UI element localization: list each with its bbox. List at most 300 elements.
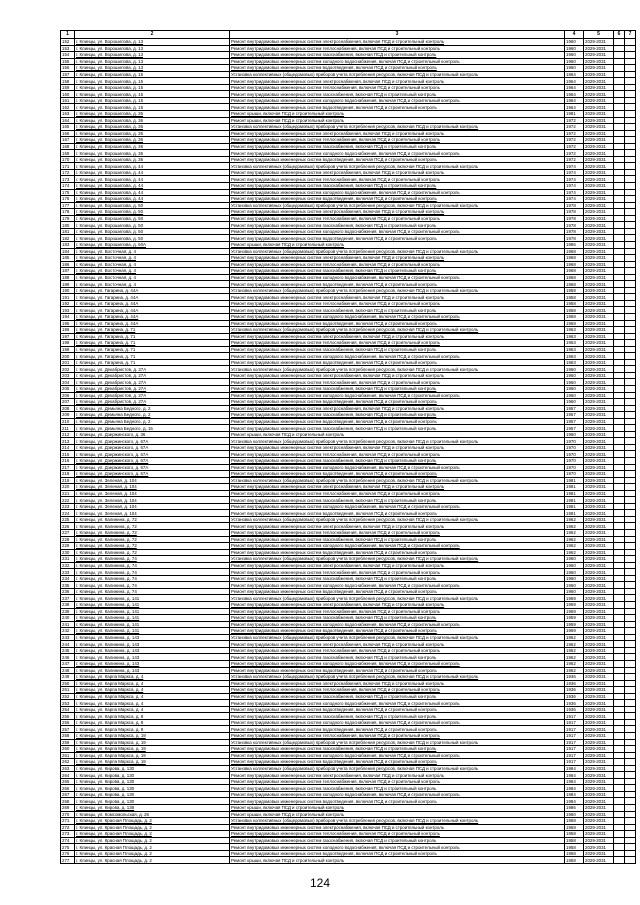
- year-cell: 1964: [565, 71, 584, 78]
- row-number-cell: 204: [61, 379, 75, 386]
- row-number-cell: 263: [61, 765, 75, 772]
- year-cell: 1957: [565, 412, 584, 419]
- period-cell: 2029-2031: [584, 700, 614, 707]
- year-cell: 1962: [565, 654, 584, 661]
- row-number-cell: 191: [61, 294, 75, 301]
- year-cell: 1978: [565, 202, 584, 209]
- work-type-cell: Ремонт внутридомовых инженерных систем водоотведения, включая ПСД и строительный контроль: [230, 667, 565, 674]
- row-number-cell: 184: [61, 248, 75, 255]
- row-number-cell: 197: [61, 333, 75, 340]
- period-cell: 2029-2031: [584, 255, 614, 262]
- year-cell: 1960: [565, 582, 584, 589]
- year-cell: 1962: [565, 543, 584, 550]
- period-cell: 2029-2031: [584, 222, 614, 229]
- year-cell: 1960: [565, 556, 584, 563]
- year-cell: 1917: [565, 739, 584, 746]
- row-number-cell: 258: [61, 732, 75, 739]
- address-cell: г. Клинцы, ул. Красная Площадь, д. 2: [75, 844, 230, 851]
- address-cell: г. Клинцы, ул. Кирова, д. 130: [75, 798, 230, 805]
- period-cell: 2029-2031: [584, 746, 614, 753]
- year-cell: 1970: [565, 471, 584, 478]
- work-type-cell: Ремонт внутридомовых инженерных систем холодного водоснабжения, включая ПСД и строительный контроль: [230, 621, 565, 628]
- work-type-cell: Ремонт крыши, включая ПСД и строительный контроль: [230, 857, 565, 864]
- period-cell: 2029-2031: [584, 307, 614, 314]
- year-cell: 1960: [565, 431, 584, 438]
- address-cell: г. Клинцы, ул. Калинина, д. 143: [75, 647, 230, 654]
- address-cell: г. Клинцы, ул. Ворошилова, д. 36: [75, 117, 230, 124]
- address-cell: г. Клинцы, ул. Декабристов, д. 27А: [75, 392, 230, 399]
- work-type-cell: Ремонт внутридомовых инженерных систем электроснабжения, включая ПСД и строительный контроль: [230, 405, 565, 412]
- period-cell: 2029-2031: [584, 765, 614, 772]
- address-cell: г. Клинцы, ул. Гагарина, д. 71: [75, 333, 230, 340]
- address-cell: г. Клинцы, ул. Демьяна Бедного, д. 2: [75, 418, 230, 425]
- work-type-cell: Ремонт внутридомовых инженерных систем теплоснабжения, включая ПСД и строительный контроль: [230, 647, 565, 654]
- row-number-cell: 195: [61, 320, 75, 327]
- address-cell: г. Клинцы, ул. Карла Маркса, д. 4: [75, 700, 230, 707]
- address-cell: г. Клинцы, ул. Ворошилова, д. 36: [75, 124, 230, 131]
- period-cell: 2029-2031: [584, 418, 614, 425]
- address-cell: г. Клинцы, ул. Ворошилова, д. 36: [75, 156, 230, 163]
- year-cell: 1974: [565, 169, 584, 176]
- address-cell: г. Клинцы, ул. Ворошилова, д. 50: [75, 228, 230, 235]
- address-cell: г. Клинцы, ул. Ворошилова, д. 44: [75, 189, 230, 196]
- work-type-cell: Ремонт внутридомовых инженерных систем теплоснабжения, включая ПСД и строительный контроль: [230, 261, 565, 268]
- row-number-cell: 231: [61, 556, 75, 563]
- address-cell: г. Клинцы, ул. Ворошилова, д. 13: [75, 65, 230, 72]
- address-cell: г. Клинцы, ул. Ворошилова, д. 44: [75, 196, 230, 203]
- work-type-cell: Ремонт внутридомовых инженерных систем холодного водоснабжения, включая ПСД и строительный контроль: [230, 353, 565, 360]
- work-type-cell: Ремонт внутридомовых инженерных систем холодного водоснабжения, включая ПСД и строительный контроль: [230, 719, 565, 726]
- row-number-cell: 253: [61, 700, 75, 707]
- period-cell: 2029-2031: [584, 176, 614, 183]
- row-number-cell: 154: [61, 52, 75, 59]
- address-cell: г. Клинцы, ул. Зеленая, д. 104: [75, 490, 230, 497]
- address-cell: г. Клинцы, ул. Декабристов, д. 27А: [75, 399, 230, 406]
- table-row: [61, 857, 636, 864]
- year-cell: 1960: [565, 379, 584, 386]
- address-cell: г. Клинцы, ул. Зеленая, д. 104: [75, 484, 230, 491]
- work-type-cell: Ремонт внутридомовых инженерных систем теплоснабжения, включая ПСД и строительный контроль: [230, 300, 565, 307]
- work-type-cell: Ремонт внутридомовых инженерных систем водоотведения, включая ПСД и строительный контроль: [230, 471, 565, 478]
- row-number-cell: 237: [61, 595, 75, 602]
- row-number-cell: 196: [61, 327, 75, 334]
- year-cell: 1917: [565, 732, 584, 739]
- row-number-cell: 170: [61, 156, 75, 163]
- year-cell: 1964: [565, 104, 584, 111]
- year-cell: 1959: [565, 608, 584, 615]
- year-cell: 1958: [565, 307, 584, 314]
- period-cell: 2029-2031: [584, 602, 614, 609]
- year-cell: 1978: [565, 222, 584, 229]
- year-cell: 1970: [565, 464, 584, 471]
- year-cell: 1960: [565, 58, 584, 65]
- period-cell: 2029-2031: [584, 608, 614, 615]
- address-cell: г. Клинцы, ул. Ворошилова, д. 15: [75, 84, 230, 91]
- year-cell: 1959: [565, 628, 584, 635]
- address-cell: г. Клинцы, ул. Калинина, д. 141: [75, 621, 230, 628]
- year-cell: 1972: [565, 150, 584, 157]
- period-cell: 2029-2031: [584, 831, 614, 838]
- work-type-cell: Ремонт внутридомовых инженерных систем газоснабжения, включая ПСД и строительный контроль: [230, 183, 565, 190]
- year-cell: 1959: [565, 602, 584, 609]
- address-cell: г. Клинцы, ул. Декабристов, д. 27А: [75, 385, 230, 392]
- row-number-cell: 155: [61, 58, 75, 65]
- year-cell: 1960: [565, 39, 584, 46]
- year-cell: 1936: [565, 706, 584, 713]
- address-cell: г. Клинцы, ул. Гагарина, д. 44А: [75, 313, 230, 320]
- period-cell: 2029-2031: [584, 595, 614, 602]
- year-cell: 1962: [565, 536, 584, 543]
- row-number-cell: 164: [61, 117, 75, 124]
- address-cell: г. Клинцы, ул. Калинина, д. 143: [75, 667, 230, 674]
- address-cell: г. Клинцы, ул. Восточная, д. 4: [75, 268, 230, 275]
- period-cell: 2029-2031: [584, 530, 614, 537]
- period-cell: 2029-2031: [584, 39, 614, 46]
- address-cell: г. Клинцы, ул. Демьяна Бедного, д. 2: [75, 405, 230, 412]
- row-number-cell: 227: [61, 530, 75, 537]
- year-cell: 1960: [565, 399, 584, 406]
- row-number-cell: 203: [61, 372, 75, 379]
- row-number-cell: 156: [61, 65, 75, 72]
- period-cell: 2029-2031: [584, 772, 614, 779]
- period-cell: 2029-2031: [584, 117, 614, 124]
- year-cell: 1964: [565, 91, 584, 98]
- row-number-cell: 161: [61, 97, 75, 104]
- address-cell: г. Клинцы, ул. Ворошилова, д. 15: [75, 71, 230, 78]
- row-number-cell: 256: [61, 719, 75, 726]
- period-cell: 2029-2031: [584, 759, 614, 766]
- period-cell: 2029-2031: [584, 313, 614, 320]
- work-type-cell: Ремонт внутридомовых инженерных систем газоснабжения, включая ПСД и строительный контроль: [230, 385, 565, 392]
- period-cell: 2029-2031: [584, 503, 614, 510]
- year-cell: 1981: [565, 490, 584, 497]
- work-type-cell: Ремонт внутридомовых инженерных систем водоотведения, включая ПСД и строительный контроль: [230, 65, 565, 72]
- work-type-cell: Ремонт внутридомовых инженерных систем газоснабжения, включая ПСД и строительный контроль: [230, 746, 565, 753]
- period-cell: 2029-2031: [584, 228, 614, 235]
- period-cell: 2029-2031: [584, 91, 614, 98]
- row-number-cell: 152: [61, 39, 75, 46]
- address-cell: г. Клинцы, ул. Дзержинского, д. 67А: [75, 451, 230, 458]
- work-type-cell: Ремонт внутридомовых инженерных систем теплоснабжения, включая ПСД и строительный контроль: [230, 137, 565, 144]
- period-cell: 2029-2031: [584, 778, 614, 785]
- row-number-cell: 232: [61, 562, 75, 569]
- register-table: [60, 30, 636, 864]
- row-number-cell: 180: [61, 222, 75, 229]
- period-cell: 2029-2031: [584, 582, 614, 589]
- period-cell: 2029-2031: [584, 248, 614, 255]
- work-type-cell: Ремонт внутридомовых инженерных систем электроснабжения, включая ПСД и строительный контроль: [230, 641, 565, 648]
- row-number-cell: 181: [61, 228, 75, 235]
- address-cell: г. Клинцы, ул. Калинина, д. 74: [75, 562, 230, 569]
- period-cell: 2029-2031: [584, 183, 614, 190]
- row-number-cell: 169: [61, 150, 75, 157]
- period-cell: 2029-2031: [584, 713, 614, 720]
- row-number-cell: 268: [61, 798, 75, 805]
- address-cell: г. Клинцы, ул. Карла Маркса, д. 4: [75, 674, 230, 681]
- row-number-cell: 207: [61, 399, 75, 406]
- work-type-cell: Ремонт внутридомовых инженерных систем газоснабжения, включая ПСД и строительный контроль: [230, 615, 565, 622]
- address-cell: г. Клинцы, ул. Ворошилова, д. 13: [75, 45, 230, 52]
- header-cell: 6: [614, 31, 625, 39]
- period-cell: 2029-2031: [584, 628, 614, 635]
- row-number-cell: 186: [61, 261, 75, 268]
- address-cell: г. Клинцы, ул. Восточная, д. 4: [75, 255, 230, 262]
- address-cell: г. Клинцы, ул. Красная Площадь, д. 2: [75, 824, 230, 831]
- period-cell: 2029-2031: [584, 327, 614, 334]
- row-number-cell: 246: [61, 654, 75, 661]
- row-number-cell: 235: [61, 582, 75, 589]
- row-number-cell: 172: [61, 169, 75, 176]
- period-cell: 2029-2031: [584, 693, 614, 700]
- period-cell: 2029-2031: [584, 458, 614, 465]
- period-cell: 2029-2031: [584, 143, 614, 150]
- year-cell: 1960: [565, 52, 584, 59]
- period-cell: 2029-2031: [584, 281, 614, 288]
- work-type-cell: Ремонт внутридомовых инженерных систем теплоснабжения, включая ПСД и строительный контроль: [230, 84, 565, 91]
- work-type-cell: Ремонт внутридомовых инженерных систем газоснабжения, включая ПСД и строительный контроль: [230, 346, 565, 353]
- row-number-cell: 224: [61, 510, 75, 517]
- row-number-cell: 250: [61, 680, 75, 687]
- address-cell: г. Клинцы, ул. Гагарина, д. 44А: [75, 294, 230, 301]
- work-type-cell: Ремонт внутридомовых инженерных систем теплоснабжения, включая ПСД и строительный контроль: [230, 569, 565, 576]
- year-cell: 1964: [565, 78, 584, 85]
- period-cell: 2029-2031: [584, 706, 614, 713]
- year-cell: 1981: [565, 484, 584, 491]
- row-number-cell: 188: [61, 274, 75, 281]
- work-type-cell: Установка коллективных (общедомовых) приборов учета потребления ресурсов, включая ПСД и строительный контроль: [230, 765, 565, 772]
- work-type-cell: Ремонт внутридомовых инженерных систем водоотведения, включая ПСД и строительный контроль: [230, 320, 565, 327]
- year-cell: 1968: [565, 268, 584, 275]
- period-cell: 2029-2031: [584, 97, 614, 104]
- work-type-cell: Ремонт внутридомовых инженерных систем газоснабжения, включая ПСД и строительный контроль: [230, 785, 565, 792]
- period-cell: 2029-2031: [584, 444, 614, 451]
- address-cell: г. Клинцы, ул. Восточная, д. 4: [75, 248, 230, 255]
- row-number-cell: 225: [61, 516, 75, 523]
- address-cell: г. Клинцы, ул. Зеленая, д. 104: [75, 503, 230, 510]
- address-cell: г. Клинцы, ул. Кирова, д. 130: [75, 785, 230, 792]
- address-cell: г. Клинцы, ул. Ворошилова, д. 13: [75, 52, 230, 59]
- period-cell: 2029-2031: [584, 556, 614, 563]
- year-cell: 1960: [565, 392, 584, 399]
- address-cell: г. Клинцы, ул. Калинина, д. 74: [75, 588, 230, 595]
- period-cell: 2029-2031: [584, 484, 614, 491]
- work-type-cell: Ремонт внутридомовых инженерных систем газоснабжения, включая ПСД и строительный контроль: [230, 693, 565, 700]
- work-type-cell: Установка коллективных (общедомовых) приборов учета потребления ресурсов, включая ПСД и строительный контроль: [230, 202, 565, 209]
- period-cell: 2029-2031: [584, 366, 614, 373]
- year-cell: 1963: [565, 333, 584, 340]
- work-type-cell: Ремонт внутридомовых инженерных систем водоотведения, включая ПСД и строительный контроль: [230, 156, 565, 163]
- period-cell: 2029-2031: [584, 353, 614, 360]
- work-type-cell: Ремонт внутридомовых инженерных систем водоотведения, включая ПСД и строительный контроль: [230, 850, 565, 857]
- period-cell: 2029-2031: [584, 52, 614, 59]
- work-type-cell: Ремонт внутридомовых инженерных систем газоснабжения, включая ПСД и строительный контроль: [230, 536, 565, 543]
- period-cell: 2029-2031: [584, 634, 614, 641]
- year-cell: 1963: [565, 353, 584, 360]
- address-cell: г. Клинцы, ул. Красная Площадь, д. 2: [75, 857, 230, 864]
- period-cell: 2029-2031: [584, 294, 614, 301]
- address-cell: г. Клинцы, ул. Ворошилова, д. 50: [75, 215, 230, 222]
- year-cell: 1958: [565, 818, 584, 825]
- year-cell: 1978: [565, 215, 584, 222]
- row-number-cell: 226: [61, 523, 75, 530]
- address-cell: г. Клинцы, ул. Калинина, д. 72: [75, 543, 230, 550]
- row-number-cell: 160: [61, 91, 75, 98]
- row-number-cell: 163: [61, 111, 75, 118]
- work-type-cell: Ремонт внутридомовых инженерных систем холодного водоснабжения, включая ПСД и строительный контроль: [230, 97, 565, 104]
- work-type-cell: Ремонт внутридомовых инженерных систем электроснабжения, включая ПСД и строительный контроль: [230, 130, 565, 137]
- address-cell: г. Клинцы, ул. Карла Маркса, д. 19: [75, 732, 230, 739]
- address-cell: г. Клинцы, ул. Калинина, д. 141: [75, 602, 230, 609]
- address-cell: г. Клинцы, ул. Гагарина, д. 44А: [75, 320, 230, 327]
- work-type-cell: Ремонт внутридомовых инженерных систем теплоснабжения, включая ПСД и строительный контроль: [230, 490, 565, 497]
- row-number-cell: 216: [61, 458, 75, 465]
- period-cell: 2029-2031: [584, 647, 614, 654]
- year-cell: 1958: [565, 824, 584, 831]
- year-cell: 1958: [565, 300, 584, 307]
- address-cell: г. Клинцы, ул. Калинина, д. 72: [75, 536, 230, 543]
- period-cell: 2029-2031: [584, 405, 614, 412]
- row-number-cell: 198: [61, 340, 75, 347]
- header-cell: 5: [584, 31, 614, 39]
- address-cell: г. Клинцы, ул. Демьяна Бедного, д. 15: [75, 425, 230, 432]
- year-cell: 1964: [565, 97, 584, 104]
- period-cell: 2029-2031: [584, 274, 614, 281]
- row-number-cell: 171: [61, 163, 75, 170]
- year-cell: 1968: [565, 261, 584, 268]
- work-type-cell: Установка коллективных (общедомовых) приборов учета потребления ресурсов, включая ПСД и строительный контроль: [230, 556, 565, 563]
- year-cell: 1962: [565, 634, 584, 641]
- row-number-cell: 233: [61, 569, 75, 576]
- address-cell: г. Клинцы, ул. Ворошилова, д. 15: [75, 97, 230, 104]
- period-cell: 2029-2031: [584, 641, 614, 648]
- period-cell: 2029-2031: [584, 202, 614, 209]
- work-type-cell: Ремонт крыши, включая ПСД и строительный контроль: [230, 241, 565, 248]
- row-number-cell: 236: [61, 588, 75, 595]
- year-cell: 1960: [565, 588, 584, 595]
- address-cell: г. Клинцы, ул. Красная Площадь, д. 2: [75, 818, 230, 825]
- address-cell: г. Клинцы, ул. Декабристов, д. 27А: [75, 372, 230, 379]
- work-type-cell: Ремонт внутридомовых инженерных систем водоотведения, включая ПСД и строительный контроль: [230, 706, 565, 713]
- period-cell: 2029-2031: [584, 340, 614, 347]
- work-type-cell: Ремонт внутридомовых инженерных систем теплоснабжения, включая ПСД и строительный контроль: [230, 379, 565, 386]
- row-number-cell: 215: [61, 451, 75, 458]
- work-type-cell: Ремонт внутридомовых инженерных систем холодного водоснабжения, включая ПСД и строительный контроль: [230, 752, 565, 759]
- work-type-cell: Ремонт внутридомовых инженерных систем холодного водоснабжения, включая ПСД и строительный контроль: [230, 189, 565, 196]
- year-cell: 1960: [565, 562, 584, 569]
- address-cell: г. Клинцы, ул. Карла Маркса, д. 19: [75, 752, 230, 759]
- period-cell: 2029-2031: [584, 58, 614, 65]
- address-cell: г. Клинцы, ул. Восточная, д. 4: [75, 261, 230, 268]
- period-cell: 2029-2031: [584, 588, 614, 595]
- period-cell: 2029-2031: [584, 798, 614, 805]
- row-number-cell: 230: [61, 549, 75, 556]
- work-type-cell: Ремонт внутридомовых инженерных систем водоотведения, включая ПСД и строительный контроль: [230, 418, 565, 425]
- year-cell: 1936: [565, 674, 584, 681]
- address-cell: г. Клинцы, ул. Карла Маркса, д. 4: [75, 687, 230, 694]
- row-number-cell: 271: [61, 818, 75, 825]
- work-type-cell: Ремонт внутридомовых инженерных систем газоснабжения, включая ПСД и строительный контроль: [230, 268, 565, 275]
- row-number-cell: 157: [61, 71, 75, 78]
- row-number-cell: 212: [61, 431, 75, 438]
- address-cell: г. Клинцы, ул. Ворошилова, д. 13: [75, 58, 230, 65]
- year-cell: 1958: [565, 857, 584, 864]
- year-cell: 1984: [565, 798, 584, 805]
- year-cell: 1958: [565, 831, 584, 838]
- row-number-cell: 266: [61, 785, 75, 792]
- year-cell: 1974: [565, 176, 584, 183]
- row-number-cell: 239: [61, 608, 75, 615]
- year-cell: 1972: [565, 130, 584, 137]
- row-number-cell: 248: [61, 667, 75, 674]
- header-cell: 2: [75, 31, 230, 39]
- year-cell: 1970: [565, 438, 584, 445]
- work-type-cell: Ремонт внутридомовых инженерных систем электроснабжения, включая ПСД и строительный контроль: [230, 333, 565, 340]
- row-number-cell: 265: [61, 778, 75, 785]
- work-type-cell: Ремонт внутридомовых инженерных систем холодного водоснабжения, включая ПСД и строительный контроль: [230, 313, 565, 320]
- work-type-cell: Ремонт внутридомовых инженерных систем электроснабжения, включая ПСД и строительный контроль: [230, 372, 565, 379]
- year-cell: 1917: [565, 746, 584, 753]
- year-cell: 1957: [565, 425, 584, 432]
- work-type-cell: Ремонт внутридомовых инженерных систем водоотведения, включая ПСД и строительный контроль: [230, 399, 565, 406]
- work-type-cell: Установка коллективных (общедомовых) приборов учета потребления ресурсов, включая ПСД и строительный контроль: [230, 477, 565, 484]
- address-cell: г. Клинцы, ул. Ворошилова, д. 36: [75, 130, 230, 137]
- period-cell: 2029-2031: [584, 680, 614, 687]
- row-number-cell: 270: [61, 811, 75, 818]
- work-type-cell: Ремонт внутридомовых инженерных систем водоотведения, включая ПСД и строительный контроль: [230, 235, 565, 242]
- address-cell: г. Клинцы, ул. Гагарина, д. 44А: [75, 287, 230, 294]
- table-header-row: [61, 31, 636, 39]
- row-number-cell: 211: [61, 425, 75, 432]
- address-cell: г. Клинцы, ул. Восточная, д. 4: [75, 274, 230, 281]
- year-cell: 1981: [565, 503, 584, 510]
- period-cell: 2029-2031: [584, 451, 614, 458]
- year-cell: 1917: [565, 719, 584, 726]
- period-cell: 2029-2031: [584, 163, 614, 170]
- row-number-cell: 166: [61, 130, 75, 137]
- period-cell: 2029-2031: [584, 189, 614, 196]
- work-type-cell: Ремонт внутридомовых инженерных систем водоотведения, включая ПСД и строительный контроль: [230, 281, 565, 288]
- year-cell: 1978: [565, 235, 584, 242]
- work-type-cell: Ремонт внутридомовых инженерных систем холодного водоснабжения, включая ПСД и строительный контроль: [230, 150, 565, 157]
- work-type-cell: Ремонт внутридомовых инженерных систем газоснабжения, включая ПСД и строительный контроль: [230, 837, 565, 844]
- row-number-cell: 158: [61, 78, 75, 85]
- work-type-cell: Установка коллективных (общедомовых) приборов учета потребления ресурсов, включая ПСД и строительный контроль: [230, 71, 565, 78]
- period-cell: 2029-2031: [584, 209, 614, 216]
- work-type-cell: Ремонт внутридомовых инженерных систем водоотведения, включая ПСД и строительный контроль: [230, 196, 565, 203]
- row-number-cell: 254: [61, 706, 75, 713]
- period-cell: 2029-2031: [584, 516, 614, 523]
- work-type-cell: Ремонт внутридомовых инженерных систем газоснабжения, включая ПСД и строительный контроль: [230, 497, 565, 504]
- work-type-cell: Ремонт внутридомовых инженерных систем холодного водоснабжения, включая ПСД и строительный контроль: [230, 464, 565, 471]
- row-number-cell: 257: [61, 726, 75, 733]
- address-cell: г. Клинцы, ул. Зеленая, д. 104: [75, 497, 230, 504]
- work-type-cell: Ремонт крыши, включая ПСД и строительный контроль: [230, 811, 565, 818]
- row-number-cell: 168: [61, 143, 75, 150]
- row-number-cell: 240: [61, 615, 75, 622]
- row-number-cell: 267: [61, 791, 75, 798]
- work-type-cell: Ремонт внутридомовых инженерных систем водоотведения, включая ПСД и строительный контроль: [230, 759, 565, 766]
- year-cell: 1960: [565, 45, 584, 52]
- year-cell: 1960: [565, 65, 584, 72]
- address-cell: г. Клинцы, ул. Ворошилова, д. 13: [75, 39, 230, 46]
- row-number-cell: 162: [61, 104, 75, 111]
- address-cell: г. Клинцы, ул. Гагарина, д. 44А: [75, 307, 230, 314]
- row-number-cell: 201: [61, 359, 75, 366]
- address-cell: г. Клинцы, ул. Карла Маркса, д. 19: [75, 746, 230, 753]
- period-cell: 2029-2031: [584, 824, 614, 831]
- work-type-cell: Ремонт внутридомовых инженерных систем теплоснабжения, включая ПСД и строительный контроль: [230, 778, 565, 785]
- address-cell: г. Клинцы, ул. Ворошилова, д. 44: [75, 183, 230, 190]
